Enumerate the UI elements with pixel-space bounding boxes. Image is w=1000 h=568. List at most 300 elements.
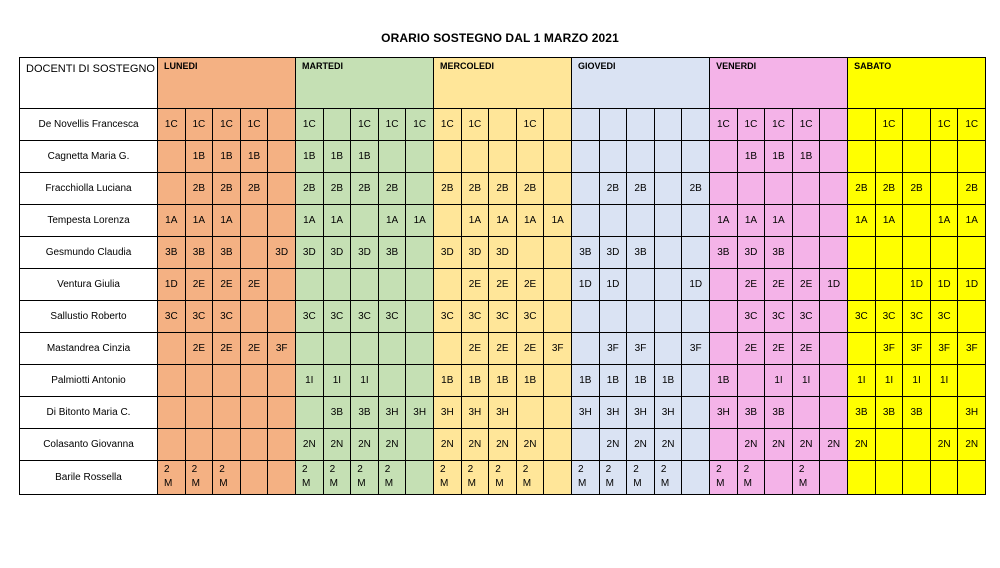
schedule-cell: 2B [599, 173, 627, 205]
schedule-cell: 3F [599, 333, 627, 365]
schedule-cell [544, 429, 572, 461]
schedule-cell [434, 141, 462, 173]
schedule-cell: 1A [930, 205, 958, 237]
schedule-cell: 3D [461, 237, 489, 269]
schedule-cell: 1A [958, 205, 986, 237]
schedule-cell [654, 173, 682, 205]
schedule-cell [434, 205, 462, 237]
schedule-cell [158, 173, 186, 205]
schedule-cell: 2N [378, 429, 406, 461]
schedule-cell: 2E [240, 269, 268, 301]
day-header-venerdi: VENERDI [710, 58, 848, 109]
schedule-cell [654, 301, 682, 333]
schedule-cell: 2E [516, 269, 544, 301]
schedule-cell [654, 109, 682, 141]
schedule-cell [544, 461, 572, 495]
schedule-cell [268, 141, 296, 173]
schedule-cell: 3C [213, 301, 241, 333]
schedule-cell: 3F [958, 333, 986, 365]
schedule-cell: 1I [296, 365, 324, 397]
schedule-cell: 2N [351, 429, 379, 461]
schedule-cell: 2B [185, 173, 213, 205]
schedule-cell [710, 429, 738, 461]
schedule-cell [875, 429, 903, 461]
schedule-cell: 1C [378, 109, 406, 141]
schedule-cell: 2E [461, 333, 489, 365]
schedule-cell: 1B [489, 365, 517, 397]
header-docenti: DOCENTI DI SOSTEGNO [20, 58, 158, 109]
schedule-cell: 3D [351, 237, 379, 269]
schedule-cell: 1C [875, 109, 903, 141]
day-header-giovedi: GIOVEDI [572, 58, 710, 109]
schedule-cell: 3H [958, 397, 986, 429]
schedule-cell [848, 109, 876, 141]
schedule-cell: 3H [599, 397, 627, 429]
schedule-cell [544, 109, 572, 141]
schedule-cell: 2N [296, 429, 324, 461]
schedule-cell: 2B [682, 173, 710, 205]
schedule-cell: 2B [489, 173, 517, 205]
schedule-cell [792, 237, 820, 269]
schedule-cell [268, 109, 296, 141]
teacher-name: Ventura Giulia [20, 269, 158, 301]
schedule-cell: 2 M [737, 461, 765, 495]
schedule-cell: 2E [489, 269, 517, 301]
schedule-cell: 1A [323, 205, 351, 237]
schedule-cell: 3C [848, 301, 876, 333]
teacher-row [20, 109, 986, 141]
schedule-cell: 3F [544, 333, 572, 365]
schedule-cell [516, 397, 544, 429]
schedule-cell [268, 429, 296, 461]
schedule-cell: 2E [765, 333, 793, 365]
schedule-cell [544, 365, 572, 397]
schedule-cell: 3C [158, 301, 186, 333]
schedule-cell: 1B [654, 365, 682, 397]
schedule-cell: 1D [599, 269, 627, 301]
teacher-name: Colasanto Giovanna [20, 429, 158, 461]
schedule-cell [434, 269, 462, 301]
schedule-cell: 1B [240, 141, 268, 173]
schedule-cell: 1A [875, 205, 903, 237]
teacher-name: Cagnetta Maria G. [20, 141, 158, 173]
schedule-cell [544, 141, 572, 173]
schedule-cell: 2N [434, 429, 462, 461]
schedule-cell: 1C [930, 109, 958, 141]
schedule-cell [572, 333, 600, 365]
schedule-cell: 2B [848, 173, 876, 205]
schedule-cell: 2E [461, 269, 489, 301]
schedule-cell [792, 205, 820, 237]
schedule-cell [820, 173, 848, 205]
schedule-cell: 1A [737, 205, 765, 237]
schedule-cell [544, 173, 572, 205]
schedule-cell [903, 461, 931, 495]
schedule-cell: 2E [213, 269, 241, 301]
schedule-cell: 2 M [434, 461, 462, 495]
schedule-cell: 3C [903, 301, 931, 333]
schedule-cell [240, 301, 268, 333]
schedule-cell: 2 M [158, 461, 186, 495]
schedule-cell: 1I [351, 365, 379, 397]
schedule-cell [875, 269, 903, 301]
schedule-cell [213, 365, 241, 397]
schedule-cell [682, 397, 710, 429]
schedule-cell: 1I [323, 365, 351, 397]
schedule-cell: 1B [765, 141, 793, 173]
schedule-cell: 1B [516, 365, 544, 397]
schedule-cell: 3B [765, 397, 793, 429]
schedule-cell: 1I [875, 365, 903, 397]
teacher-name: Tempesta Lorenza [20, 205, 158, 237]
schedule-cell [875, 461, 903, 495]
schedule-cell: 1I [903, 365, 931, 397]
schedule-cell: 1B [599, 365, 627, 397]
schedule-cell: 1C [710, 109, 738, 141]
schedule-cell: 1C [158, 109, 186, 141]
schedule-cell: 2E [240, 333, 268, 365]
schedule-cell: 2N [323, 429, 351, 461]
schedule-cell: 1C [765, 109, 793, 141]
schedule-cell [654, 269, 682, 301]
schedule-cell: 1C [434, 109, 462, 141]
schedule-cell: 2 M [710, 461, 738, 495]
schedule-cell [351, 333, 379, 365]
schedule-cell: 2B [627, 173, 655, 205]
schedule-cell: 3H [489, 397, 517, 429]
schedule-cell: 2 M [323, 461, 351, 495]
schedule-cell [682, 109, 710, 141]
schedule-cell [682, 429, 710, 461]
schedule-cell [378, 365, 406, 397]
schedule-cell: 3C [875, 301, 903, 333]
teacher-row [20, 397, 986, 429]
schedule-cell [710, 333, 738, 365]
schedule-cell: 2E [213, 333, 241, 365]
schedule-cell: 2N [599, 429, 627, 461]
schedule-cell [903, 205, 931, 237]
schedule-cell: 2 M [654, 461, 682, 495]
teacher-name: Gesmundo Claudia [20, 237, 158, 269]
schedule-cell: 2B [516, 173, 544, 205]
schedule-cell [848, 461, 876, 495]
schedule-cell [268, 205, 296, 237]
teacher-row [20, 365, 986, 397]
schedule-cell [240, 205, 268, 237]
schedule-cell [930, 141, 958, 173]
schedule-cell: 3F [930, 333, 958, 365]
schedule-cell: 2 M [599, 461, 627, 495]
schedule-cell [765, 461, 793, 495]
schedule-cell [489, 109, 517, 141]
schedule-cell: 3B [185, 237, 213, 269]
schedule-cell: 3D [737, 237, 765, 269]
teacher-row [20, 141, 986, 173]
schedule-cell [820, 397, 848, 429]
teacher-row [20, 173, 986, 205]
schedule-cell [240, 237, 268, 269]
schedule-cell: 1C [296, 109, 324, 141]
schedule-cell [820, 237, 848, 269]
schedule-cell: 3H [572, 397, 600, 429]
schedule-cell [185, 397, 213, 429]
schedule-cell: 1A [296, 205, 324, 237]
schedule-cell: 1A [158, 205, 186, 237]
schedule-cell: 3B [378, 237, 406, 269]
schedule-cell: 3B [572, 237, 600, 269]
schedule-cell: 1D [158, 269, 186, 301]
day-header-sabato: SABATO [848, 58, 986, 109]
schedule-cell: 1B [351, 141, 379, 173]
schedule-cell [599, 109, 627, 141]
schedule-cell: 3B [710, 237, 738, 269]
schedule-cell [268, 461, 296, 495]
schedule-cell [406, 333, 434, 365]
schedule-cell [158, 397, 186, 429]
schedule-cell [378, 333, 406, 365]
schedule-cell [323, 269, 351, 301]
teacher-row [20, 237, 986, 269]
schedule-cell [903, 109, 931, 141]
schedule-cell [820, 109, 848, 141]
schedule-cell: 1A [406, 205, 434, 237]
schedule-cell: 2E [792, 333, 820, 365]
schedule-cell [323, 333, 351, 365]
schedule-cell [351, 205, 379, 237]
schedule-cell [820, 365, 848, 397]
schedule-cell [544, 269, 572, 301]
schedule-cell: 1I [792, 365, 820, 397]
schedule-cell [240, 461, 268, 495]
schedule-cell: 3C [461, 301, 489, 333]
schedule-cell [682, 237, 710, 269]
teacher-name: Fracchiolla Luciana [20, 173, 158, 205]
schedule-cell: 2N [627, 429, 655, 461]
teacher-row [20, 205, 986, 237]
schedule-cell: 3H [710, 397, 738, 429]
day-header-martedi: MARTEDI [296, 58, 434, 109]
schedule-cell: 2E [516, 333, 544, 365]
schedule-cell [185, 365, 213, 397]
teacher-row [20, 333, 986, 365]
schedule-cell: 2E [765, 269, 793, 301]
schedule-cell: 1I [930, 365, 958, 397]
schedule-cell [682, 141, 710, 173]
schedule-cell [627, 269, 655, 301]
schedule-cell: 1C [737, 109, 765, 141]
schedule-cell: 1B [792, 141, 820, 173]
schedule-cell [958, 237, 986, 269]
schedule-cell [848, 269, 876, 301]
schedule-cell: 2N [848, 429, 876, 461]
schedule-cell: 3H [627, 397, 655, 429]
schedule-cell: 3H [378, 397, 406, 429]
schedule-cell: 1A [544, 205, 572, 237]
schedule-cell: 2B [875, 173, 903, 205]
schedule-cell [213, 429, 241, 461]
schedule-cell: 2B [461, 173, 489, 205]
schedule-cell: 3C [792, 301, 820, 333]
schedule-cell [958, 301, 986, 333]
schedule-cell: 2B [213, 173, 241, 205]
schedule-cell [406, 365, 434, 397]
teacher-name: Di Bitonto Maria C. [20, 397, 158, 429]
schedule-cell [240, 365, 268, 397]
schedule-cell: 2E [185, 269, 213, 301]
schedule-cell [572, 301, 600, 333]
schedule-cell [489, 141, 517, 173]
schedule-cell [682, 205, 710, 237]
schedule-cell: 2 M [489, 461, 517, 495]
schedule-cell: 1A [710, 205, 738, 237]
schedule-cell [820, 461, 848, 495]
schedule-cell: 1C [516, 109, 544, 141]
schedule-cell: 1B [434, 365, 462, 397]
schedule-cell [627, 301, 655, 333]
teacher-row [20, 461, 986, 495]
schedule-cell [296, 269, 324, 301]
schedule-cell [406, 429, 434, 461]
schedule-cell [240, 397, 268, 429]
schedule-cell [572, 141, 600, 173]
schedule-cell [958, 461, 986, 495]
schedule-cell: 2 M [213, 461, 241, 495]
schedule-cell [185, 429, 213, 461]
schedule-cell: 1A [378, 205, 406, 237]
schedule-cell [240, 429, 268, 461]
schedule-cell [848, 141, 876, 173]
schedule-cell: 3C [489, 301, 517, 333]
schedule-cell: 3F [682, 333, 710, 365]
schedule-cell [875, 237, 903, 269]
schedule-cell: 1D [572, 269, 600, 301]
schedule-cell: 3H [406, 397, 434, 429]
schedule-cell [903, 237, 931, 269]
schedule-cell [378, 269, 406, 301]
schedule-cell: 2 M [351, 461, 379, 495]
schedule-cell [930, 397, 958, 429]
schedule-cell [296, 333, 324, 365]
schedule-cell [930, 461, 958, 495]
teacher-name: Palmiotti Antonio [20, 365, 158, 397]
schedule-cell: 2 M [296, 461, 324, 495]
schedule-cell: 3B [213, 237, 241, 269]
schedule-cell: 2N [654, 429, 682, 461]
schedule-cell: 1I [848, 365, 876, 397]
schedule-cell: 2E [737, 333, 765, 365]
schedule-cell: 2N [461, 429, 489, 461]
teacher-name: Sallustio Roberto [20, 301, 158, 333]
schedule-cell: 3C [323, 301, 351, 333]
schedule-cell [406, 173, 434, 205]
schedule-cell: 1B [627, 365, 655, 397]
schedule-cell: 2E [185, 333, 213, 365]
schedule-cell [434, 333, 462, 365]
schedule-cell [820, 205, 848, 237]
schedule-cell [572, 205, 600, 237]
schedule-cell: 1B [296, 141, 324, 173]
schedule-cell [848, 333, 876, 365]
schedule-cell: 1A [185, 205, 213, 237]
schedule-cell [406, 141, 434, 173]
schedule-cell [406, 269, 434, 301]
schedule-cell: 2E [792, 269, 820, 301]
schedule-cell: 3C [765, 301, 793, 333]
schedule-cell [268, 397, 296, 429]
schedule-cell: 2N [516, 429, 544, 461]
schedule-cell: 2E [489, 333, 517, 365]
schedule-cell [654, 237, 682, 269]
schedule-cell: 2B [378, 173, 406, 205]
schedule-cell [572, 173, 600, 205]
schedule-cell: 1C [461, 109, 489, 141]
schedule-cell [627, 109, 655, 141]
schedule-cell: 2B [351, 173, 379, 205]
schedule-cell [765, 173, 793, 205]
schedule-cell: 3D [323, 237, 351, 269]
schedule-cell [599, 301, 627, 333]
teacher-name: De Novellis Francesca [20, 109, 158, 141]
schedule-cell: 2B [958, 173, 986, 205]
schedule-cell: 2B [240, 173, 268, 205]
schedule-cell [599, 141, 627, 173]
schedule-cell [158, 429, 186, 461]
schedule-cell [268, 269, 296, 301]
schedule-cell [158, 365, 186, 397]
schedule-cell: 2N [765, 429, 793, 461]
schedule-cell: 1I [765, 365, 793, 397]
schedule-cell: 1D [903, 269, 931, 301]
schedule-cell: 3B [158, 237, 186, 269]
schedule-cell: 2 M [461, 461, 489, 495]
schedule-cell [820, 333, 848, 365]
schedule-cell: 1C [792, 109, 820, 141]
schedule-cell [406, 301, 434, 333]
schedule-cell: 2N [930, 429, 958, 461]
schedule-cell: 3F [627, 333, 655, 365]
schedule-cell: 2N [958, 429, 986, 461]
schedule-cell: 2B [434, 173, 462, 205]
schedule-cell [627, 205, 655, 237]
schedule-cell: 3F [903, 333, 931, 365]
schedule-cell: 1B [737, 141, 765, 173]
schedule-cell [544, 301, 572, 333]
schedule-cell: 1B [323, 141, 351, 173]
schedule-cell [516, 141, 544, 173]
schedule-cell: 1C [185, 109, 213, 141]
schedule-cell [737, 365, 765, 397]
schedule-cell [903, 429, 931, 461]
schedule-cell: 3B [903, 397, 931, 429]
schedule-cell: 2N [820, 429, 848, 461]
schedule-cell [682, 365, 710, 397]
schedule-cell: 2B [296, 173, 324, 205]
schedule-cell: 1A [489, 205, 517, 237]
schedule-cell: 1D [930, 269, 958, 301]
teacher-row [20, 269, 986, 301]
schedule-cell: 3C [737, 301, 765, 333]
schedule-cell [875, 141, 903, 173]
schedule-cell [710, 173, 738, 205]
schedule-cell [710, 301, 738, 333]
schedule-cell [158, 141, 186, 173]
schedule-cell: 3B [351, 397, 379, 429]
teacher-name: Mastandrea Cinzia [20, 333, 158, 365]
schedule-cell: 1B [213, 141, 241, 173]
schedule-cell: 1C [351, 109, 379, 141]
schedule-cell: 2B [323, 173, 351, 205]
schedule-cell [213, 397, 241, 429]
